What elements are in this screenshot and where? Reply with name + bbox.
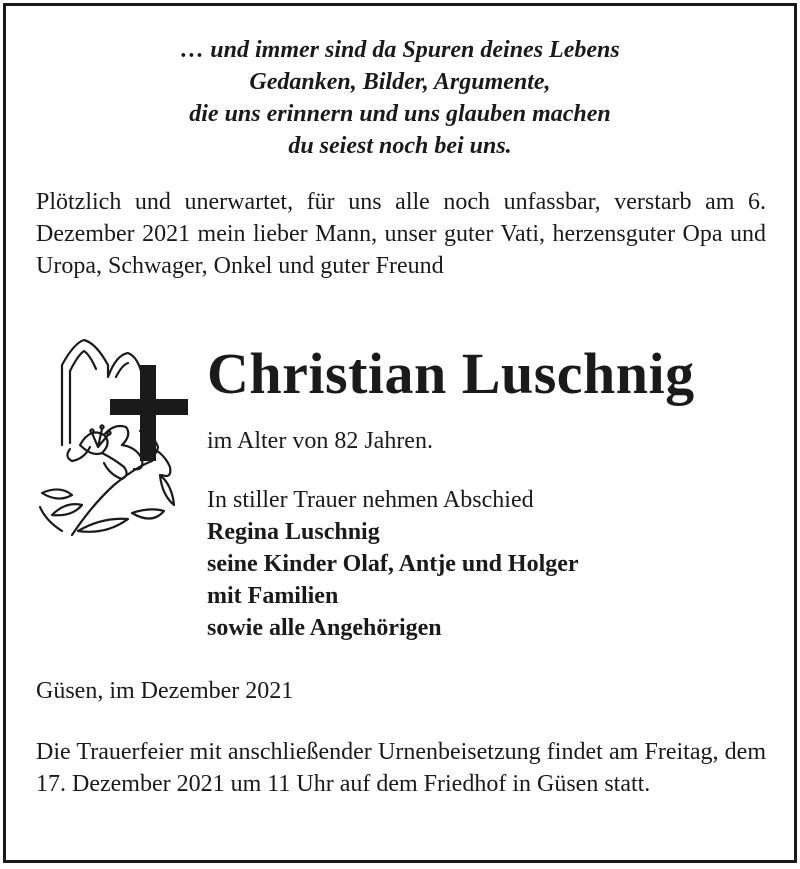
age-line: im Alter von 82 Jahren. (207, 428, 433, 454)
place-and-date: Güsen, im Dezember 2021 (36, 678, 294, 704)
mourners-list (207, 516, 579, 644)
deceased-name: Christian Luschnig (207, 341, 695, 406)
mourner-line: sowie alle Angehörigen (207, 615, 442, 641)
motto-line: … und immer sind da Spuren deines Lebens (180, 37, 620, 63)
mourner-line: mit Familien (207, 583, 339, 609)
mourner-line: Regina Luschnig (207, 519, 380, 545)
death-announcement-text: Plötzlich und unerwartet, für uns alle noch unfassbar, verstarb am 6. Dezember 2021 mein lieber Mann, unser guter Vati, herzensguter Opa und Uropa, Schwager, Onkel und guter Freund (36, 189, 766, 279)
motto-line: Gedanken, Bilder, Argumente, (249, 69, 551, 95)
mourning-block (207, 484, 579, 644)
cross-church-window-lily-icon (32, 335, 192, 545)
mourner-line: seine Kinder Olaf, Antje und Holger (207, 551, 579, 577)
mourning-intro: In stiller Trauer nehmen Abschied (207, 487, 534, 513)
motto-line: du seiest noch bei uns. (288, 133, 512, 159)
funeral-details: Die Trauerfeier mit anschließender Urnenbeisetzung findet am Freitag, dem 17. Dezember 2021 um 11 Uhr auf dem Friedhof in Güsen statt. (36, 739, 766, 797)
motto-line: die uns erinnern und uns glauben machen (189, 101, 611, 127)
motto-verse (0, 34, 800, 162)
